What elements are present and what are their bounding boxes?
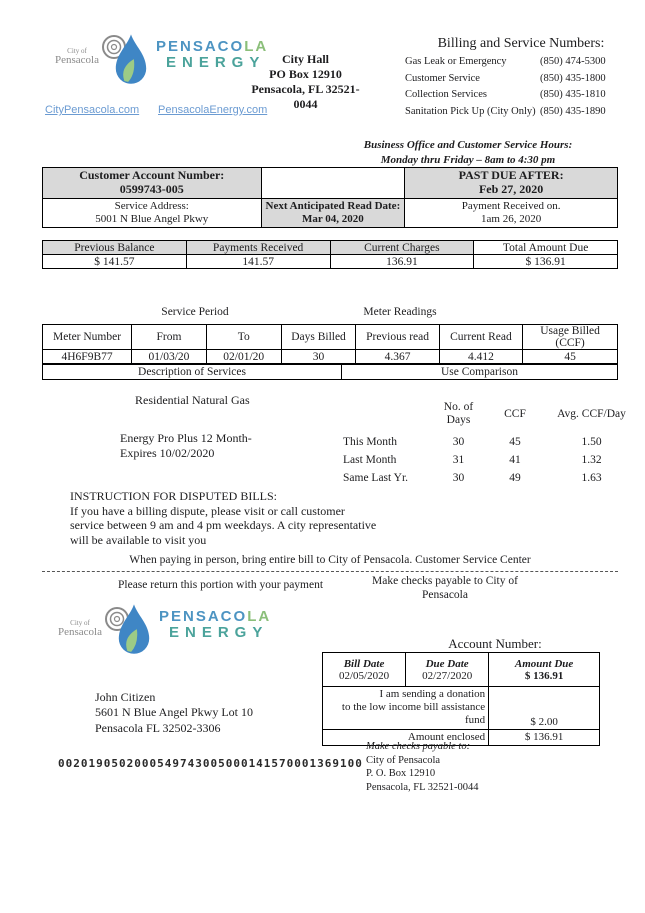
row-label: Last Month [343, 454, 397, 467]
meter-value: 4H6F9B77 [43, 350, 132, 364]
make-checks-line1: Make checks payable to City of [372, 575, 518, 587]
balance-header: Payments Received [186, 241, 330, 255]
customer-name: John Citizen [95, 690, 156, 704]
disputed-line3: will be available to visit you [70, 532, 207, 547]
row-days: 30 [452, 436, 465, 449]
spacer [343, 401, 431, 427]
phone-value: (850) 435-1890 [540, 105, 606, 117]
mail-to-line3: Pensacola, FL 32521-0044 [366, 781, 479, 793]
hours-line1: Business Office and Customer Service Hours: [363, 139, 573, 151]
amount-due-value: $ 136.91 [524, 669, 564, 682]
amount-enclosed-label: Amount enclosed [323, 729, 489, 745]
row-avg: 1.50 [581, 436, 602, 449]
use-comparison-row [343, 472, 643, 484]
seal-line2: Pensacola [58, 626, 102, 638]
city-seal-text [55, 48, 99, 66]
row-label: This Month [343, 436, 397, 449]
balance-header: Total Amount Due [474, 241, 618, 255]
city-hall-address [248, 52, 363, 112]
phone-value: (850) 435-1810 [540, 89, 606, 101]
payment-received-value: 1am 26, 2020 [481, 212, 542, 225]
past-due-label: PAST DUE AFTER: [458, 168, 564, 182]
bill-date-label: Bill Date [343, 657, 385, 670]
cityhall-line3: Pensacola, FL 32521- [251, 82, 360, 96]
amount-enclosed-value: $ 136.91 [489, 729, 600, 745]
row-avg: 1.63 [581, 472, 602, 485]
billing-number-row [405, 73, 637, 86]
customer-account-value: 0599743-005 [119, 181, 184, 196]
donation-line1: I am sending a donation [379, 688, 486, 700]
make-checks-note [335, 574, 555, 603]
past-due-value: Feb 27, 2020 [478, 181, 544, 196]
meter-header: Current Read [439, 325, 522, 350]
cityhall-line1: City Hall [282, 52, 329, 66]
meter-header: Previous read [356, 325, 439, 350]
row-ccf: 45 [509, 436, 521, 449]
meter-header: Days Billed [281, 325, 356, 350]
section-header-bar [42, 364, 618, 380]
payment-stub-table [322, 652, 600, 746]
service-address-value: 5001 N Blue Angel Pkwy [95, 212, 209, 225]
meter-value: 30 [281, 350, 356, 364]
meter-table [42, 324, 618, 364]
payment-received-cell [405, 198, 618, 227]
logo-pensaco: PENSACO [156, 38, 245, 55]
service-address-label: Service Address: [114, 199, 189, 212]
meter-header: Meter Number [43, 325, 132, 350]
make-checks-line2: Pensacola [422, 589, 468, 602]
meter-value: 45 [523, 350, 618, 364]
meter-readings-header: Meter Readings [363, 306, 437, 318]
pensacola-energy-logo [112, 33, 268, 89]
balance-header: Current Charges [330, 241, 474, 255]
plan-line2: Expires 10/02/2020 [120, 446, 215, 460]
meter-group-headers [42, 306, 618, 322]
balance-value: 136.91 [330, 255, 474, 269]
mail-to-line1: City of Pensacola [366, 754, 441, 766]
logo-wordmark [159, 609, 271, 641]
meter-header: From [132, 325, 207, 350]
meter-value: 01/03/20 [132, 350, 207, 364]
cityhall-line4: 0044 [293, 97, 318, 111]
use-comparison-row [343, 436, 643, 448]
tear-off-divider [42, 571, 618, 572]
balance-value: $ 141.57 [43, 255, 187, 269]
bill-date-value: 02/05/2020 [338, 669, 390, 682]
disputed-bills-section [70, 489, 376, 548]
use-comparison-row [343, 454, 643, 466]
customer-account-cell [43, 168, 262, 199]
customer-address1: 5601 N Blue Angel Pkwy Lot 10 [95, 705, 253, 720]
donation-line2: to the low income bill assistance fund [341, 701, 486, 727]
phone-label: Collection Services [405, 89, 487, 101]
office-hours [318, 138, 618, 168]
use-comparison-header: Use Comparison [342, 365, 618, 380]
description-of-services-header: Description of Services [43, 365, 342, 380]
col-ccf-header: CCF [504, 408, 526, 420]
row-days: 30 [452, 472, 465, 485]
seal-line1: City of [67, 47, 87, 55]
service-address-cell [43, 198, 262, 227]
billing-numbers-title: Billing and Service Numbers: [437, 36, 605, 51]
billing-number-row [405, 106, 637, 119]
row-label: Same Last Yr. [343, 472, 409, 485]
account-number-label: Account Number: [448, 636, 542, 651]
donation-amount-cell: $ 2.00 [489, 687, 600, 730]
phone-label: Gas Leak or Emergency [405, 56, 507, 67]
account-summary-table [42, 167, 618, 228]
seal-line2: Pensacola [55, 54, 99, 66]
phone-value: (850) 435-1800 [540, 72, 606, 84]
use-comparison-table [343, 401, 643, 484]
billing-number-row [405, 89, 637, 102]
mail-to-line2: P. O. Box 12910 [366, 768, 436, 780]
phone-label: Customer Service [405, 72, 480, 84]
logo-pensaco: PENSACO [159, 608, 248, 625]
meter-value: 02/01/20 [206, 350, 281, 364]
disputed-line2: service between 9 am and 4 pm weekdays. A city representative [70, 518, 377, 533]
balance-value: $ 136.91 [474, 255, 618, 269]
use-comparison-col-headers [343, 401, 643, 427]
row-days: 31 [452, 454, 465, 467]
billing-numbers [405, 36, 637, 122]
customer-address-block [95, 690, 253, 736]
due-date-value: 02/27/2020 [422, 669, 473, 682]
disputed-line1: If you have a billing dispute, please visit or call customer [70, 503, 345, 518]
balance-header: Previous Balance [43, 241, 187, 255]
customer-address2: Pensacola FL 32502-3306 [95, 720, 221, 735]
bill-date-cell [323, 653, 406, 687]
city-seal-text [58, 620, 102, 638]
service-name: Residential Natural Gas [135, 393, 250, 407]
meter-header: To [206, 325, 281, 350]
read-date-label: Next Anticipated Read Date: [265, 199, 401, 212]
read-date-value: Mar 04, 2020 [301, 212, 364, 225]
phone-label: Sanitation Pick Up (City Only) [405, 105, 536, 117]
disputed-title: INSTRUCTION FOR DISPUTED BILLS: [70, 489, 278, 503]
plan-description [120, 431, 252, 461]
return-portion-note: Please return this portion with your payment [118, 579, 324, 591]
row-ccf: 49 [509, 472, 521, 485]
past-due-cell [405, 168, 618, 199]
pay-in-person-note: When paying in person, bring entire bill to City of Pensacola. Customer Service Center [129, 554, 531, 566]
service-period-header: Service Period [161, 306, 229, 318]
read-date-cell [261, 198, 405, 227]
logo-la: LA [247, 608, 272, 625]
plan-line1: Energy Pro Plus 12 Month- [120, 431, 252, 445]
ocr-scan-line: 0020190502000549743005000141570001369100 [58, 757, 363, 770]
donation-text-cell [323, 687, 489, 730]
logo-word-pensacola [159, 609, 271, 625]
link-pensacolaenergy[interactable]: PensacolaEnergy.com [158, 104, 268, 116]
due-date-cell [406, 653, 489, 687]
flame-icon [115, 603, 153, 659]
logo-la: LA [244, 38, 269, 55]
phone-value: (850) 474-5300 [540, 56, 606, 67]
link-citypensacola[interactable]: CityPensacola.com [45, 104, 140, 116]
col-days-header: No. of Days [443, 401, 474, 427]
pensacola-energy-logo-stub [115, 603, 271, 659]
seal-line1: City of [70, 619, 90, 627]
logo-word-energy: ENERGY [169, 623, 269, 641]
due-date-label: Due Date [425, 657, 469, 670]
meter-value: 4.367 [356, 350, 439, 364]
billing-number-row [405, 56, 637, 69]
amount-due-label: Amount Due [514, 657, 574, 670]
balance-table [42, 240, 618, 269]
meter-value: 4.412 [439, 350, 522, 364]
mail-to-block [366, 740, 478, 795]
cityhall-line2: PO Box 12910 [269, 67, 342, 81]
col-avg-header: Avg. CCF/Day [557, 408, 626, 420]
payment-received-label: Payment Received on. [461, 199, 561, 212]
row-ccf: 41 [509, 454, 521, 467]
mail-to-title: Make checks payable to: [366, 741, 471, 752]
balance-value: 141.57 [186, 255, 330, 269]
customer-account-label: Customer Account Number: [79, 168, 225, 182]
hours-line2: Monday thru Friday – 8am to 4:30 pm [380, 153, 556, 166]
empty-cell [261, 168, 405, 199]
logo-word-energy: ENERGY [166, 53, 266, 71]
meter-header: Usage Billed (CCF) [523, 325, 618, 350]
row-avg: 1.32 [581, 454, 602, 467]
flame-icon [112, 33, 150, 89]
amount-due-cell [489, 653, 600, 687]
